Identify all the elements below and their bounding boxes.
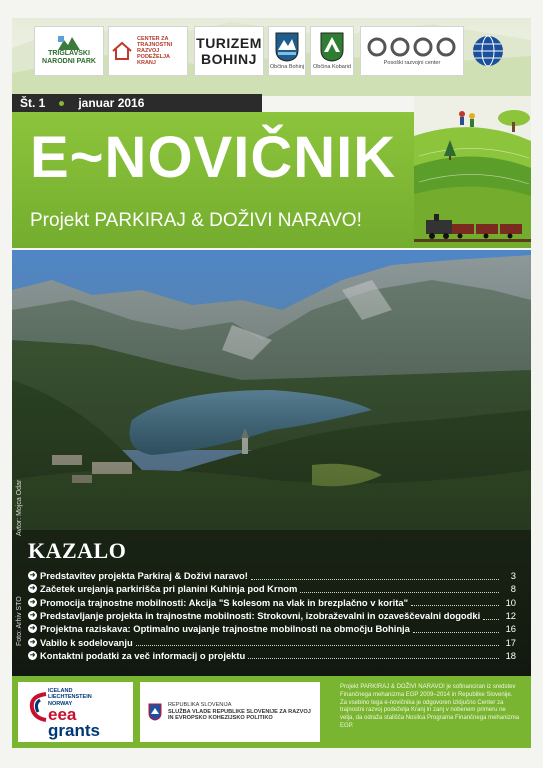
turizem-bohinj-text: TURIZEM BOHINJ [196, 34, 262, 67]
toc-item[interactable] [28, 622, 516, 635]
gov-line-3: IN EVROPSKO KOHEZIJSKO POLITIKO [168, 715, 273, 722]
pososki-text: Posoški razvojni center [383, 59, 441, 66]
toc-item[interactable] [28, 582, 516, 595]
toc-item[interactable] [28, 596, 516, 609]
arrow-icon: ➜ [29, 612, 36, 620]
tnp-logo [34, 26, 104, 76]
toc-item[interactable] [28, 635, 516, 648]
leader-dots [483, 612, 499, 620]
newsletter-title: E~NOVIČNIK [30, 125, 397, 190]
leader-dots [411, 598, 499, 606]
side-illustration [414, 96, 531, 248]
toc-item-label: Predstavljanje projekta in trajnostne mobilnosti: Strokovni, izobraževalni in ozaveščevalni dogodki [40, 610, 481, 622]
toc-item-page: 8 [510, 583, 516, 595]
toc-item[interactable] [28, 609, 516, 622]
leader-dots [300, 585, 499, 593]
toc-item-page: 18 [505, 649, 516, 661]
landscape-illustration [414, 96, 531, 248]
photo-credit-bottom: Foto: Arhiv STO [16, 596, 23, 646]
leader-dots [251, 572, 499, 580]
pososki-logo [360, 26, 464, 76]
arrow-icon: ➜ [29, 625, 36, 633]
obcina-bohinj-logo [268, 26, 306, 76]
toc-item-page: 10 [505, 596, 516, 608]
toc-item-page: 17 [505, 636, 516, 648]
grants-word: grants [48, 721, 100, 740]
leader-dots [248, 651, 499, 659]
globe-logo [468, 26, 508, 76]
bohinj-coat-of-arms-icon [275, 32, 299, 62]
obcina-kobarid-logo [310, 26, 354, 76]
toc-item[interactable] [28, 569, 516, 582]
toc-item-label: Promocija trajnostne mobilnosti: Akcija "S kolesom na vlak in brezplačno v korita" [40, 596, 409, 608]
obcina-bohinj-text: Občina Bohinj [269, 63, 305, 70]
title-block [12, 112, 414, 248]
gov-line-1: REPUBLIKA SLOVENIJA [168, 701, 232, 708]
newsletter-subtitle: Projekt PARKIRAJ & DOŽIVI NARAVO! [30, 210, 362, 231]
photo-credit-top: Avtor: Mojca Odar [16, 479, 23, 536]
center-logo-text: CENTER ZA TRAJNOSTNI RAZVOJ PODEŽELJA KRANJ [137, 35, 173, 67]
eea-country-norway: NORWAY [48, 700, 73, 707]
eea-word: eea [48, 705, 77, 724]
globe-icon [471, 34, 505, 68]
turizem-bohinj-logo [194, 26, 264, 76]
gov-line-2: SLUŽBA VLADE REPUBLIKE SLOVENIJE ZA RAZVOJ [168, 708, 311, 715]
tnp-mountain-icon [58, 36, 80, 50]
issue-date: januar 2016 [78, 96, 145, 110]
pososki-swirl-icon [366, 36, 458, 58]
arrow-icon: ➜ [29, 585, 36, 593]
government-text [168, 702, 311, 723]
eea-country-iceland: ICELAND [48, 688, 73, 694]
issue-bar [12, 94, 262, 112]
arrow-icon: ➜ [29, 651, 36, 659]
separator-dot [59, 101, 64, 106]
toc-item-label: Projektna raziskava: Optimalno uvajanje trajnostne mobilnosti na območju Bohinja [40, 623, 410, 635]
eea-country-liechtenstein: LIECHTENSTEIN [48, 694, 92, 701]
center-logo [108, 26, 188, 76]
toc-item-page: 16 [505, 623, 516, 635]
funding-note: Projekt PARKIRAJ & DOŽIVI NARAVO! je sofinanciran iz sredstev Finančnega mehanizma EGP 2009–2014 in Republike Slovenije. Za vsebino tega e-novičnika je odgovoren izključno Center za trajnostni razvoj podeželja Kranj in zanj v nobenem primeru ne velja, da odraža stališča Nosilca Programa Finančnega mehanizma EGP. [340, 684, 520, 729]
eea-grants-logo [18, 682, 133, 742]
slovenia-coat-of-arms-icon [148, 703, 162, 721]
contents-heading: KAZALO [28, 538, 127, 563]
toc-item-page: 3 [510, 570, 516, 582]
toc-item-page: 12 [505, 610, 516, 622]
obcina-kobarid-text: Občina Kobarid [313, 63, 351, 70]
toc-item-label: Začetek urejanja parkirišča pri planini Kuhinja pod Krnom [40, 583, 298, 595]
arrow-icon: ➜ [29, 572, 36, 580]
issue-number: Št. 1 [20, 96, 46, 110]
toc-item-label: Vabilo k sodelovanju [40, 636, 133, 648]
government-logo [140, 682, 320, 742]
toc-item-label: Kontaktni podatki za več informacij o projektu [40, 649, 246, 661]
leader-dots [413, 625, 499, 633]
arrow-icon: ➜ [29, 638, 36, 646]
toc-item-label: Predstavitev projekta Parkiraj & Doživi naravo! [40, 570, 248, 582]
table-of-contents [28, 569, 516, 662]
house-icon [111, 40, 133, 62]
leader-dots [136, 638, 499, 646]
kobarid-coat-of-arms-icon [320, 32, 344, 62]
toc-item[interactable] [28, 649, 516, 662]
arrow-icon: ➜ [29, 598, 36, 606]
tnp-logo-text: TRIGLAVSKI NARODNI PARK [42, 50, 96, 65]
